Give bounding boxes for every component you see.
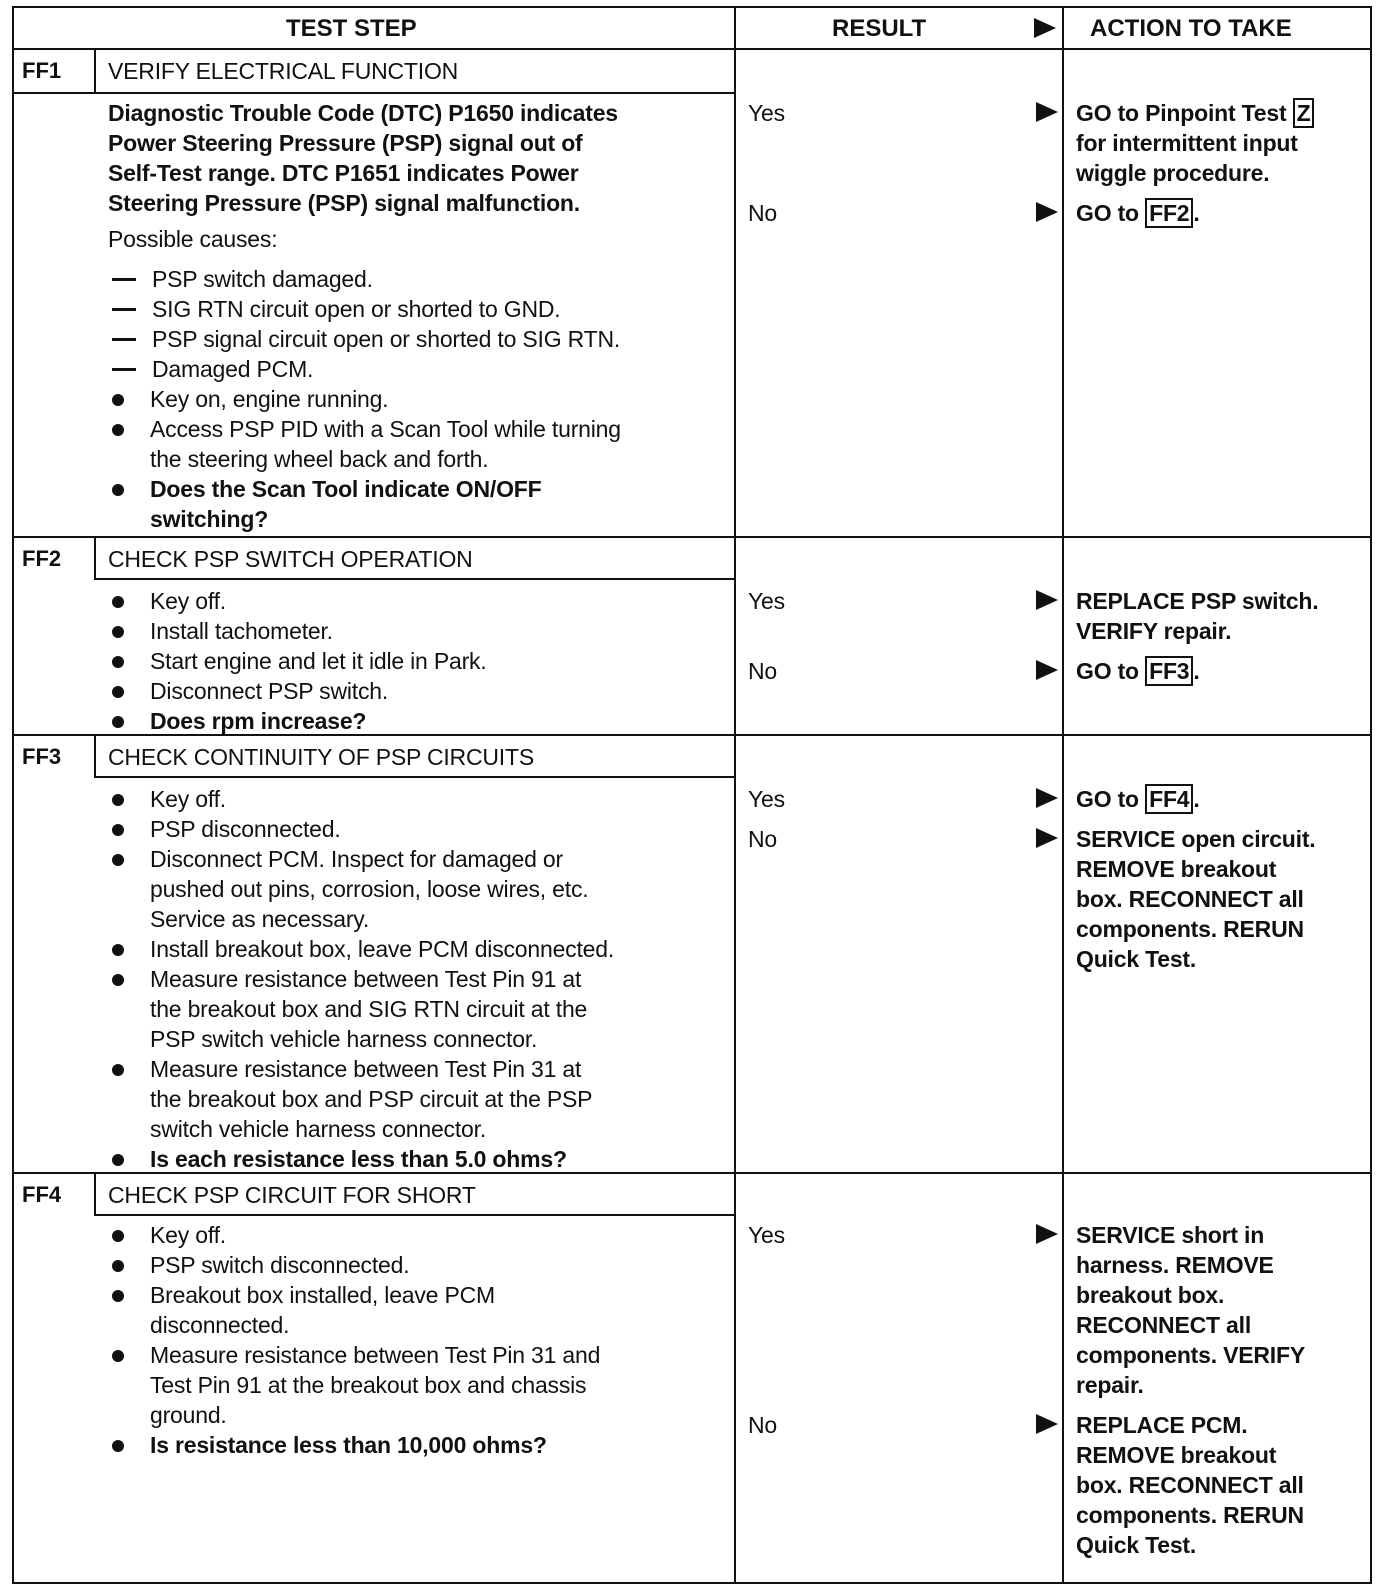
bullet-text: Start engine and let it idle in Park. — [150, 648, 487, 674]
bullet-text: switch vehicle harness connector. — [150, 1116, 487, 1142]
dash-icon — [112, 308, 136, 311]
action-text: GO to Pinpoint Test Z — [1076, 98, 1314, 128]
action-text: components. RERUN — [1076, 916, 1304, 942]
header-action: ACTION TO TAKE — [1090, 15, 1292, 42]
bullet-text: Disconnect PCM. Inspect for damaged or — [150, 846, 563, 872]
bullet-text: Access PSP PID with a Scan Tool while turning — [150, 416, 621, 442]
diagnostic-table — [12, 6, 1372, 1584]
dash-icon — [112, 368, 136, 371]
row-divider — [14, 734, 1370, 736]
code-divider — [94, 1174, 96, 1216]
bullet-text: Key off. — [150, 786, 226, 812]
action-text: harness. REMOVE — [1076, 1252, 1274, 1278]
action-text: REMOVE breakout — [1076, 856, 1277, 882]
cause-text: Damaged PCM. — [152, 356, 314, 382]
arrow-icon — [1036, 1414, 1058, 1434]
step-title: CHECK PSP SWITCH OPERATION — [108, 546, 473, 572]
bullet-icon — [112, 944, 124, 956]
bullet-icon — [112, 1350, 124, 1362]
title-divider — [14, 92, 734, 94]
column-divider — [1062, 8, 1064, 1582]
bullet-icon — [112, 394, 124, 406]
action-text: SERVICE open circuit. — [1076, 826, 1316, 852]
arrow-icon — [1036, 202, 1058, 222]
bullet-icon — [112, 686, 124, 698]
arrow-icon — [1036, 828, 1058, 848]
arrow-icon — [1036, 660, 1058, 680]
action-text: repair. — [1076, 1372, 1144, 1398]
bullet-icon — [112, 716, 124, 728]
bullet-text: Measure resistance between Test Pin 31 at — [150, 1056, 582, 1082]
result-yes: Yes — [748, 1222, 785, 1248]
step-code: FF4 — [22, 1182, 62, 1207]
arrow-icon — [1036, 590, 1058, 610]
action-text: wiggle procedure. — [1076, 160, 1270, 186]
step-ref-ff4[interactable]: FF4 — [1145, 784, 1193, 814]
bullet-icon — [112, 1260, 124, 1272]
bullet-text: Key off. — [150, 588, 226, 614]
action-text: REPLACE PCM. — [1076, 1412, 1248, 1438]
bullet-text: the breakout box and PSP circuit at the PSP — [150, 1086, 593, 1112]
step-text: Possible causes: — [108, 226, 278, 252]
bullet-text: PSP switch vehicle harness connector. — [150, 1026, 538, 1052]
column-divider — [734, 8, 736, 1582]
arrow-icon — [1034, 18, 1056, 38]
step-text: Steering Pressure (PSP) signal malfunction. — [108, 190, 580, 216]
bullet-icon — [112, 1064, 124, 1076]
bullet-text: Breakout box installed, leave PCM — [150, 1282, 495, 1308]
bullet-text: Measure resistance between Test Pin 91 at — [150, 966, 582, 992]
pinpoint-ref[interactable]: Z — [1293, 98, 1315, 128]
bullet-icon — [112, 824, 124, 836]
step-code: FF2 — [22, 546, 62, 571]
bullet-icon — [112, 794, 124, 806]
bullet-question: Is resistance less than 10,000 ohms? — [150, 1432, 547, 1458]
action-text: GO to FF3 . — [1076, 658, 1200, 684]
bullet-icon — [112, 596, 124, 608]
action-text: GO to FF4 . — [1076, 786, 1200, 812]
header-result: RESULT — [832, 15, 927, 42]
bullet-text: Service as necessary. — [150, 906, 370, 932]
bullet-icon — [112, 974, 124, 986]
step-text: Power Steering Pressure (PSP) signal out of — [108, 130, 583, 156]
bullet-text: the breakout box and SIG RTN circuit at the — [150, 996, 588, 1022]
result-yes: Yes — [748, 786, 785, 812]
action-text: breakout box. — [1076, 1282, 1225, 1308]
bullet-text: Measure resistance between Test Pin 31 and — [150, 1342, 601, 1368]
bullet-icon — [112, 1154, 124, 1166]
result-no: No — [748, 200, 778, 226]
action-text: components. VERIFY — [1076, 1342, 1305, 1368]
bullet-text: pushed out pins, corrosion, loose wires, etc. — [150, 876, 589, 902]
dash-icon — [112, 338, 136, 341]
bullet-text: ground. — [150, 1402, 227, 1428]
bullet-text: disconnected. — [150, 1312, 290, 1338]
step-title: CHECK PSP CIRCUIT FOR SHORT — [108, 1182, 476, 1208]
header-divider — [14, 48, 1370, 50]
result-no: No — [748, 658, 778, 684]
action-text: SERVICE short in — [1076, 1222, 1265, 1248]
title-divider — [94, 776, 734, 778]
action-text: GO to FF2 . — [1076, 200, 1200, 226]
row-divider — [14, 1172, 1370, 1174]
result-no: No — [748, 1412, 778, 1438]
cause-text: PSP switch damaged. — [152, 266, 373, 292]
bullet-icon — [112, 1230, 124, 1242]
action-text: VERIFY repair. — [1076, 618, 1232, 644]
bullet-icon — [112, 626, 124, 638]
code-divider — [94, 736, 96, 778]
cause-text: SIG RTN circuit open or shorted to GND. — [152, 296, 561, 322]
title-divider — [94, 578, 734, 580]
step-ref-ff2[interactable]: FF2 — [1145, 198, 1193, 228]
title-divider — [94, 1214, 734, 1216]
bullet-icon — [112, 1440, 124, 1452]
step-title: VERIFY ELECTRICAL FUNCTION — [108, 58, 459, 84]
bullet-icon — [112, 854, 124, 866]
result-yes: Yes — [748, 100, 785, 126]
bullet-icon — [112, 424, 124, 436]
action-text: box. RECONNECT all — [1076, 886, 1304, 912]
action-text: RECONNECT all — [1076, 1312, 1252, 1338]
action-text: Quick Test. — [1076, 946, 1197, 972]
bullet-text: Install breakout box, leave PCM disconnected. — [150, 936, 615, 962]
bullet-text: PSP disconnected. — [150, 816, 341, 842]
arrow-icon — [1036, 1224, 1058, 1244]
action-text: for intermittent input — [1076, 130, 1298, 156]
step-code: FF1 — [22, 58, 62, 83]
bullet-question: switching? — [150, 506, 269, 532]
bullet-question: Does rpm increase? — [150, 708, 367, 734]
action-text: REMOVE breakout — [1076, 1442, 1277, 1468]
bullet-text: Key off. — [150, 1222, 226, 1248]
bullet-icon — [112, 484, 124, 496]
step-text: Self-Test range. DTC P1651 indicates Power — [108, 160, 579, 186]
bullet-icon — [112, 1290, 124, 1302]
result-no: No — [748, 826, 778, 852]
bullet-text: Key on, engine running. — [150, 386, 389, 412]
bullet-question: Does the Scan Tool indicate ON/OFF — [150, 476, 542, 502]
dash-icon — [112, 278, 136, 281]
bullet-text: Test Pin 91 at the breakout box and chassis — [150, 1372, 587, 1398]
action-text: box. RECONNECT all — [1076, 1472, 1304, 1498]
cause-text: PSP signal circuit open or shorted to SIG RTN. — [152, 326, 621, 352]
code-divider — [94, 48, 96, 94]
action-text: Quick Test. — [1076, 1532, 1197, 1558]
bullet-question: Is each resistance less than 5.0 ohms? — [150, 1146, 567, 1172]
arrow-icon — [1036, 102, 1058, 122]
bullet-text: Install tachometer. — [150, 618, 333, 644]
bullet-text: Disconnect PSP switch. — [150, 678, 389, 704]
bullet-text: PSP switch disconnected. — [150, 1252, 410, 1278]
row-divider — [14, 536, 1370, 538]
arrow-icon — [1036, 788, 1058, 808]
action-text: components. RERUN — [1076, 1502, 1304, 1528]
header-test-step: TEST STEP — [286, 15, 417, 42]
code-divider — [94, 538, 96, 580]
bullet-icon — [112, 656, 124, 668]
bullet-text: the steering wheel back and forth. — [150, 446, 489, 472]
step-code: FF3 — [22, 744, 62, 769]
step-text: Diagnostic Trouble Code (DTC) P1650 indicates — [108, 100, 618, 126]
action-text: REPLACE PSP switch. — [1076, 588, 1319, 614]
step-title: CHECK CONTINUITY OF PSP CIRCUITS — [108, 744, 534, 770]
step-ref-ff3[interactable]: FF3 — [1145, 656, 1193, 686]
result-yes: Yes — [748, 588, 785, 614]
